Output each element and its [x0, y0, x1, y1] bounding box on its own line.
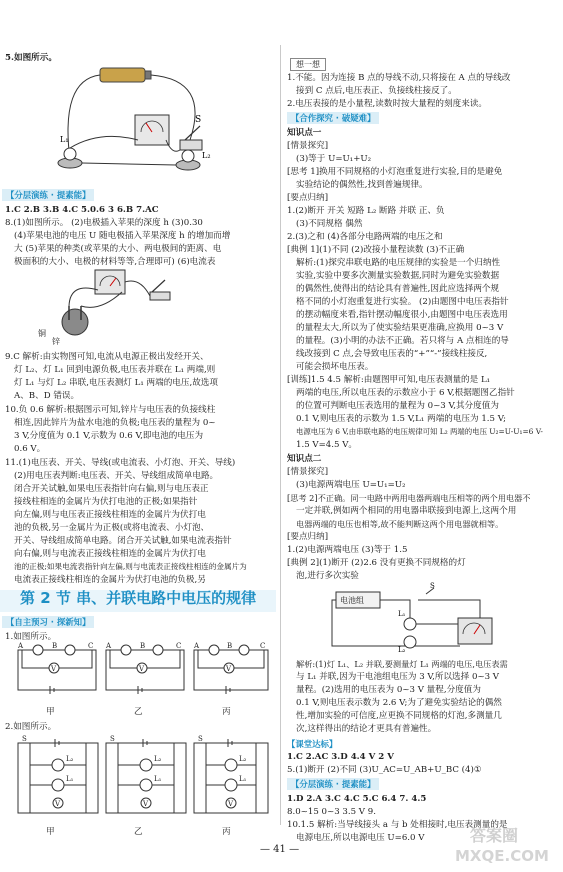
svg-text:V: V: [228, 800, 234, 808]
think-answer-line: 接到 C 点后,电压表正、负接线柱接反了。: [296, 86, 457, 96]
svg-text:L₁: L₁: [60, 135, 69, 144]
q11-line: 电流表正接线柱相连的金属片为伏打电池的负极,另: [14, 575, 206, 585]
svg-text:B: B: [227, 642, 233, 650]
z2-text: 2.如图所示。: [5, 722, 57, 732]
q8-line: 8.(1)如图所示。 (2)电极插入苹果的深度 h (3)0.30: [5, 218, 203, 228]
q11-line: 接线柱相连的金属片为伏打电池的正极;如果指针: [14, 497, 198, 507]
q11-line: 开关、导线组成简单电路。闭合开关试触,如果电流表指针: [14, 536, 232, 546]
training-line: 的位置可判断电压表选用的量程为 0~3 V,其分度值为: [296, 401, 499, 411]
svg-text:L₁: L₁: [398, 610, 406, 618]
q11-line: 向右偏,则与电流表正接线柱相连的金属片为伏打电: [14, 549, 206, 559]
q8-line: 极面积的大小、电极的材料等等,合理即可) (6)电流表: [14, 257, 216, 267]
answer-line: 1.C 2.B 3.B 4.C 5.0.6 3 6.B 7.AC: [5, 205, 159, 215]
svg-text:L₁: L₁: [239, 775, 247, 783]
knowledge-point-1: 知识点一: [287, 128, 322, 138]
q9-line: 灯 L₁ 与灯 L₂ 串联,电压表测灯 L₁ 两端的电压,故选项: [14, 378, 218, 388]
svg-text:L₁: L₁: [154, 775, 162, 783]
chapter-title: 第 2 节 串、并联电路中电压的规律: [20, 589, 257, 607]
analysis-1-line: 的摆动幅度来看,指针摆动幅度很小,由题图中电压表选用: [296, 310, 508, 320]
key-point-line: 1.(2)断开 开关 短路 L₂ 断路 并联 正、负: [287, 206, 445, 216]
q11-line: (2)用电压表判断:电压表、开关、导线组成简单电路。: [14, 471, 219, 481]
think-2-line: 一定并联,例如两个相同的用电器串联接到电源上,这两个用: [296, 506, 517, 516]
circuit-diagram-voltmeter: [40, 60, 240, 180]
svg-text:V: V: [139, 665, 145, 673]
knowledge-point-2: 知识点二: [287, 454, 322, 464]
example-2: [典例 2](1)断开 (2)2.6 没有更换不同规格的灯: [287, 558, 466, 568]
layered-answer-line: 1.D 2.A 3.C 4.C 5.C 6.4 7. 4.5: [287, 794, 427, 804]
think-box-title: 想一想: [290, 58, 326, 71]
think-answer-line: 1.不能。因为连接 B 点的导线不动,只将接在 A 点的导线改: [287, 73, 511, 83]
svg-text:C: C: [88, 642, 94, 650]
svg-text:L₂: L₂: [239, 755, 247, 763]
q11-line: 向左偏,则与电压表正接线柱相连的金属片为伏打电: [14, 510, 206, 520]
svg-text:C: C: [260, 642, 266, 650]
key-points-label: [要点归纳]: [287, 193, 329, 203]
zinc-label: 锌: [52, 337, 60, 346]
key-point-line: (3)不同规格 偶然: [296, 219, 363, 229]
svg-text:A: A: [18, 642, 24, 650]
svg-text:L₂: L₂: [154, 755, 162, 763]
fig2-label: 丙: [222, 827, 231, 837]
key-point-line: 1.(2)电源两端电压 (3)等于 1.5: [287, 545, 408, 555]
q8-line: (4)苹果电池的电压 U 随电极插入苹果深度 h 的增加而增: [14, 231, 231, 241]
training-line: 电源电压为 6 V,由串联电路的电压规律可知 L₂ 两端的电压 U₂=U-U₁=6 V-: [296, 427, 543, 436]
parallel-bulbs-voltmeter-diagram: [330, 580, 500, 652]
analysis-2-line: 量程。(2)选用的电压表为 0~3 V 量程,分度值为: [296, 685, 481, 695]
scenario-answer: (3)电源两端电压 U=U₁=U₂: [296, 480, 406, 490]
analysis-2-line: 解析:(1)灯 L₁、L₂ 并联,要测量灯 L₁ 两端的电压,电压表需: [296, 659, 508, 669]
svg-text:S: S: [22, 735, 27, 743]
svg-text:C: C: [176, 642, 182, 650]
q11-line: 11.(1)电压表、开关、导线(或电流表、小灯泡、开关、导线): [5, 458, 236, 468]
analysis-2-line: 0.1 V,则电压表示数为 2.6 V;为了避免实验结论的偶然: [296, 698, 502, 708]
apple-battery-diagram: [40, 262, 190, 342]
svg-text:V: V: [51, 665, 57, 673]
fig1-label: 丙: [222, 707, 231, 717]
think-2-line: [思考 2]不正确。同一电路中两用电器两端电压相等的两个用电器不: [287, 493, 531, 503]
svg-text:B: B: [52, 642, 58, 650]
scenario-answer: (3)等于 U=U₁+U₂: [296, 154, 372, 164]
fig2-label: 甲: [46, 827, 55, 837]
scenario-label: [情景探究]: [287, 467, 329, 477]
svg-text:V: V: [143, 800, 149, 808]
watermark-url: MXQE.COM: [455, 847, 549, 865]
svg-text:V: V: [55, 800, 61, 808]
analysis-1-line: 线改接到 C 点,会导致电压表的“+”“-”接线柱接反,: [296, 349, 488, 359]
q9-line: 9.C 解析:由实物图可知,电流从电源正极出发经开关、: [5, 352, 209, 362]
svg-text:S: S: [195, 115, 202, 125]
svg-text:L₂: L₂: [66, 755, 74, 763]
section-header-fenceng: 【分层演练 · 提素能】: [2, 189, 94, 201]
column-divider: [280, 45, 281, 825]
parallel-circuit-diagrams: [10, 733, 272, 823]
section-header-hezuo: 【合作探究 · 破疑难】: [287, 112, 379, 124]
analysis-2-line: 与 L₁ 并联,因为干电池组电压为 3 V,所以选择 0~3 V: [296, 672, 500, 682]
class-answer-line: 5.(1)断开 (2)不同 (3)U_AC=U_AB+U_BC (4)①: [287, 765, 482, 775]
fig1-label: 甲: [46, 707, 55, 717]
section-header-ketang: 【课堂达标】: [287, 739, 338, 749]
section-header-zizhu: 【自主预习 · 探新知】: [2, 616, 94, 628]
fig1-label: 乙: [134, 707, 143, 717]
example-1: [典例 1](1)不同 (2)改接小量程读数 (3)不正确: [287, 245, 465, 255]
svg-text:A: A: [106, 642, 112, 650]
svg-text:L₂: L₂: [202, 151, 211, 160]
q9-line: 灯 L₂、灯 L₁ 回到电源负极,电压表并联在 L₁ 两端,则: [14, 365, 216, 375]
svg-text:S: S: [110, 735, 115, 743]
section-header-fenceng-2: 【分层演练 · 提素能】: [287, 778, 379, 790]
q10-line: 0.6 V。: [14, 444, 46, 454]
q10-line: 10.负 0.6 解析:根据图示可知,锌片与电压表的负接线柱: [5, 405, 216, 415]
q11-line: 池的正极;如果电流表指针向左偏,则与电流表正接线柱相连的金属片为: [14, 562, 247, 571]
analysis-1-line: 的量程。(3)小明的办法不正确。若只将与 A 点相连的导: [296, 336, 509, 346]
training-line: 0.1 V,则电压表的示数为 1.5 V,L₁ 两端的电压为 1.5 V;: [296, 414, 506, 424]
training-line: 两端的电压,所以电压表的示数应小于 6 V,根据题图乙指针: [296, 388, 515, 398]
layered-answer-line: 电源电压,所以电源电压 U=6.0 V: [296, 833, 425, 843]
q11-line: 池的负极,另一金属片为正极(或将电流表、小灯泡、: [14, 523, 210, 533]
layered-answer-line: 10.1.5 解析:当导线接头 a 与 b 处相接时,电压表测量的是: [287, 820, 508, 830]
training-line: [训练]1.5 4.5 解析:由题图甲可知,电压表测量的是 L₁: [287, 375, 491, 385]
analysis-2-line: 次,这样得出的结论才更具有普遍性。: [296, 724, 437, 734]
svg-text:B: B: [140, 642, 146, 650]
analysis-1-line: 解析:(1)探究串联电路的电压规律的实验是一个归纳性: [296, 258, 501, 268]
think-1-line: [思考 1]换用不同规格的小灯泡重复进行实验,目的是避免: [287, 167, 503, 177]
copper-label: 铜: [38, 329, 46, 338]
key-points-label: [要点归纳]: [287, 532, 329, 542]
svg-text:S: S: [430, 582, 435, 590]
key-point-line: 2.(3)之和 (4)各部分电路两端的电压之和: [287, 232, 443, 242]
analysis-1-line: 的量程太大,所以为了使实验结果更准确,应换用 0~3 V: [296, 323, 504, 333]
z1-text: 1.如图所示。: [5, 632, 57, 642]
battery-label: 电池组: [340, 596, 364, 605]
q5-text: 5.如图所示。: [5, 53, 57, 63]
scenario-label: [情景探究]: [287, 141, 329, 151]
analysis-2-line: 性,增加实验的可信度,应更换不同规格的灯泡,多测量几: [296, 711, 502, 721]
q10-line: 相连,因此锌片为盐水电池的负极;电压表的量程为 0~: [14, 418, 216, 428]
think-answer-line: 2.电压表接的是小量程,读数时按大量程的刻度来读。: [287, 99, 487, 109]
analysis-1-line: 格不同的小灯泡重复进行实验。 (2)由题图中电压表指针: [296, 297, 509, 307]
svg-text:L₂: L₂: [398, 646, 406, 652]
q11-line: 闭合开关试触,如果电压表指针向右偏,则与电压表正: [14, 484, 209, 494]
q10-line: 3 V,分度值为 0.1 V,示数为 0.6 V,即电池的电压为: [14, 431, 204, 441]
watermark: 答案圈: [470, 826, 519, 845]
class-answer-line: 1.C 2.AC 3.D 4.4 V 2 V: [287, 752, 394, 762]
analysis-1-line: 实验,实验中要多次测量实验数据,同时为避免实验数据: [296, 271, 500, 281]
svg-text:A: A: [194, 642, 200, 650]
page-number: — 41 —: [260, 844, 300, 855]
analysis-1-line: 可能会损坏电压表。: [296, 362, 374, 372]
q9-line: A、B、D 错误。: [14, 391, 80, 401]
series-circuit-diagrams: [10, 642, 272, 702]
analysis-1-line: 的偶然性,使得出的结论具有普遍性,因此应选择两个规: [296, 284, 500, 294]
svg-text:L₁: L₁: [66, 775, 74, 783]
svg-text:S: S: [198, 735, 203, 743]
example-2: 泡,进行多次实验: [296, 571, 359, 581]
training-line: 1.5 V=4.5 V。: [296, 440, 358, 450]
layered-answer-line: 8.0~15 0~3 3.5 V 9.: [287, 807, 376, 817]
q8-line: 大 (5)苹果的种类(或苹果的大小、两电极间的距离、电: [14, 244, 222, 254]
think-1-line: 实验结论的偶然性,找到普遍规律。: [296, 180, 428, 190]
svg-text:V: V: [226, 665, 232, 673]
think-2-line: 电器两端的电压也相等,故不能判断这两个用电器就相等。: [296, 519, 504, 529]
fig2-label: 乙: [134, 827, 143, 837]
